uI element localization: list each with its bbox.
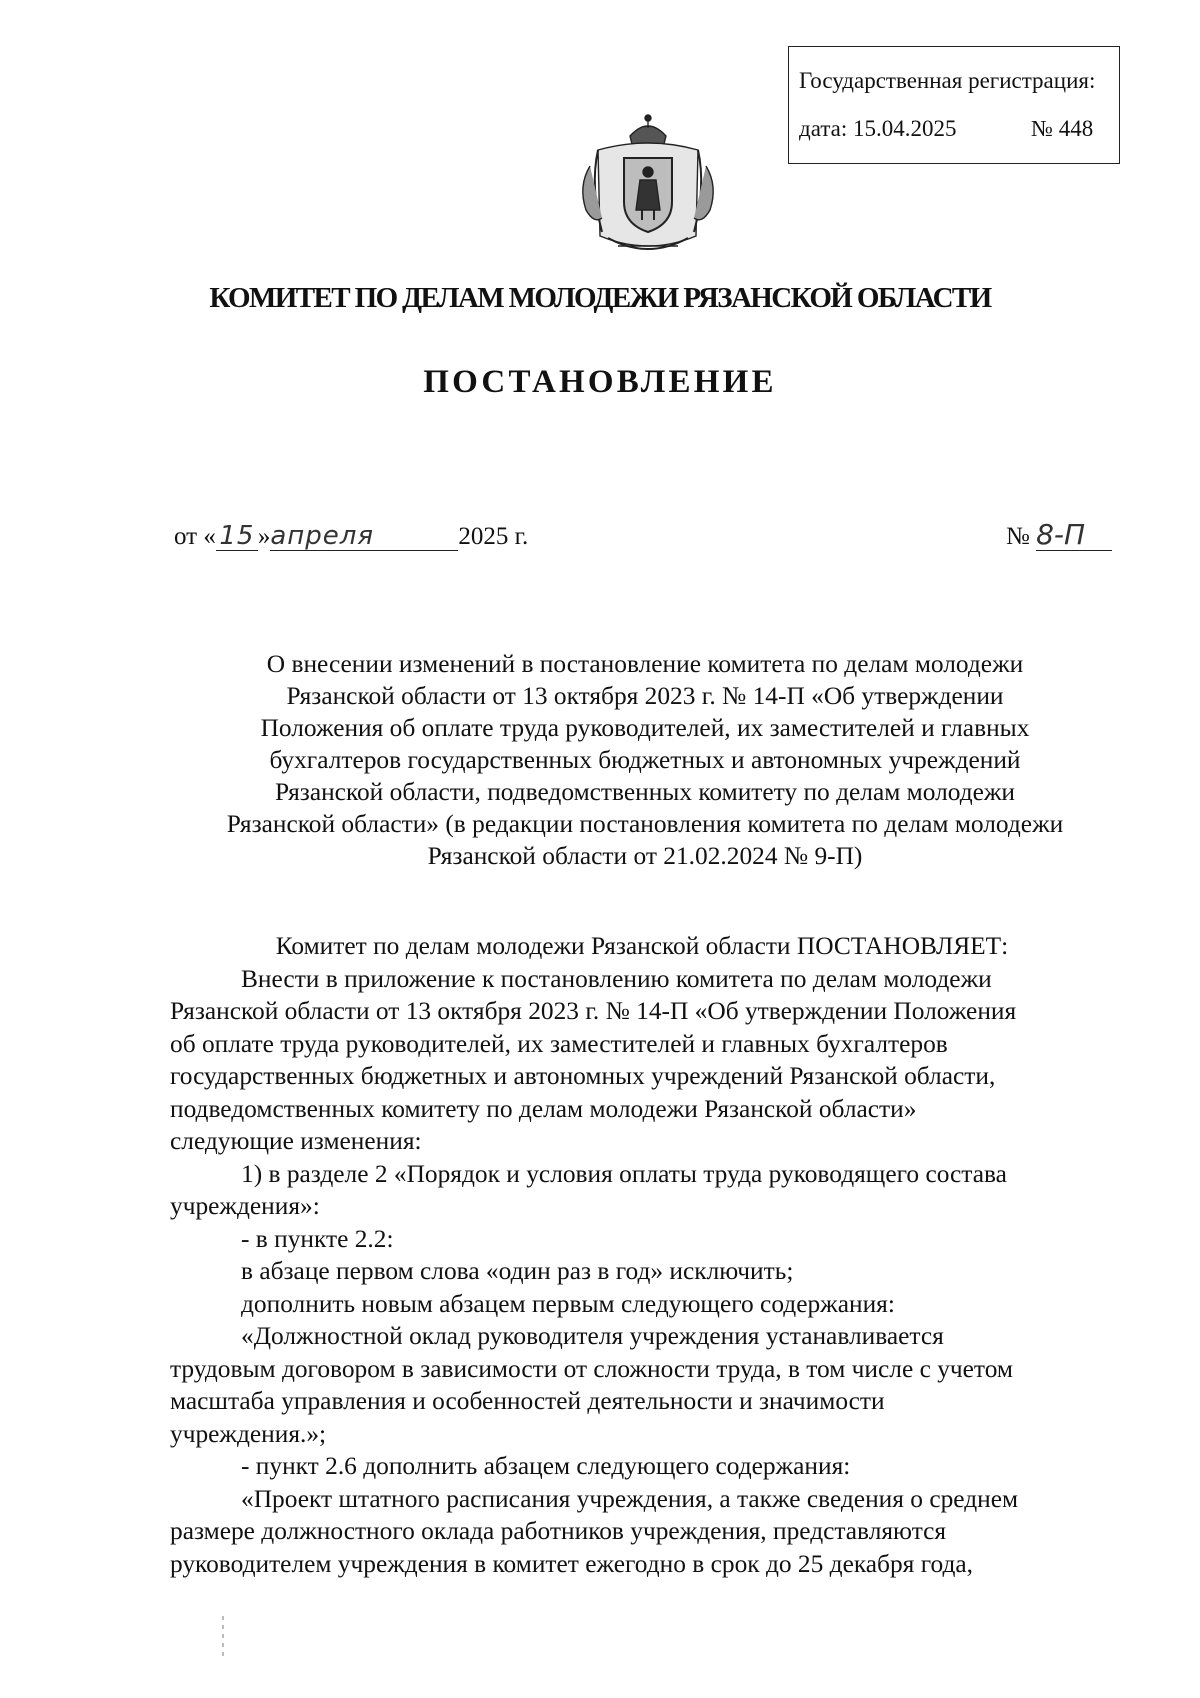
body-line: масштаба управления и особенностей деятельности и значимости: [170, 1387, 885, 1415]
subject-line: бухгалтеров государственных бюджетных и автономных учреждений: [269, 746, 1021, 774]
body-line: «Проект штатного расписания учреждения, а также сведения о среднем: [241, 1484, 1019, 1513]
body-line: трудовым договором в зависимости от сложности труда, в том числе с учетом: [170, 1354, 1013, 1383]
date-day: 15: [216, 522, 258, 551]
number-prefix: №: [1006, 523, 1030, 550]
subject-line: Рязанской области от 13 октября 2023 г. № 14-П «Об утверждении: [286, 682, 1004, 710]
document-date: [174, 522, 528, 551]
body-line: 1) в разделе 2 «Порядок и условия оплаты труда руководящего состава: [241, 1159, 1007, 1188]
body-line: подведомственных комитету по делам молодежи Рязанской области»: [170, 1094, 917, 1123]
subject-line: Рязанской области» (в редакции постановления комитета по делам молодежи: [226, 810, 1064, 838]
registration-number: № 448: [1031, 116, 1094, 141]
subject-line: Рязанской области, подведомственных комитету по делам молодежи: [274, 778, 1016, 806]
document-type: ПОСТАНОВЛЕНИЕ: [423, 364, 777, 400]
body-line: государственных бюджетных и автономных учреждений Рязанской области,: [170, 1062, 996, 1090]
coat-of-arms-icon: [568, 106, 728, 266]
organization-title: КОМИТЕТ ПО ДЕЛАМ МОЛОДЕЖИ РЯЗАНСКОЙ ОБЛАСТИ: [209, 282, 991, 314]
body-line: Внести в приложение к постановлению комитета по делам молодежи: [241, 964, 992, 993]
date-month: апреля: [270, 522, 458, 551]
registration-date: дата: 15.04.2025: [799, 116, 957, 141]
body-line: следующие изменения:: [170, 1127, 422, 1155]
date-prefix: от «: [174, 523, 216, 550]
body-line: руководителем учреждения в комитет ежегодно в срок до 25 декабря года,: [170, 1549, 973, 1578]
scan-margin-mark: [222, 1616, 224, 1656]
body-line: Рязанской области от 13 октября 2023 г. № 14-П «Об утверждении Положения: [170, 997, 1017, 1025]
document-number: [1006, 520, 1112, 551]
subject-line: О внесении изменений в постановление комитета по делам молодежи: [266, 650, 1024, 678]
registration-title: Государственная регистрация:: [799, 68, 1096, 93]
document-subject: [170, 648, 1120, 872]
body-line: - в пункте 2.2:: [241, 1224, 394, 1253]
body-line: «Должностной оклад руководителя учреждения устанавливается: [241, 1322, 944, 1350]
body-line: учреждения»:: [170, 1192, 320, 1220]
body-preamble: Комитет по делам молодежи Рязанской области ПОСТАНОВЛЯЕТ:: [275, 932, 1009, 960]
body-line: учреждения.»;: [170, 1419, 327, 1448]
body-line: дополнить новым абзацем первым следующего содержания:: [241, 1289, 895, 1318]
body-line: - пункт 2.6 дополнить абзацем следующего содержания:: [241, 1452, 851, 1480]
number-handwritten: 8-П: [1036, 520, 1112, 551]
body-line: в абзаце первом слова «один раз в год» исключить;: [241, 1257, 794, 1285]
body-line: об оплате труда руководителей, их заместителей и главных бухгалтеров: [170, 1029, 948, 1058]
subject-line: Рязанской области от 21.02.2024 № 9-П): [427, 842, 863, 870]
body-line: размере должностного оклада работников учреждения, представляются: [170, 1517, 947, 1545]
date-year: 2025 г.: [458, 523, 529, 550]
date-mid: »: [257, 523, 271, 550]
document-body: [170, 930, 1114, 1580]
subject-line: Положения об оплате труда руководителей, их заместителей и главных: [260, 714, 1030, 742]
registration-box: [788, 46, 1120, 164]
